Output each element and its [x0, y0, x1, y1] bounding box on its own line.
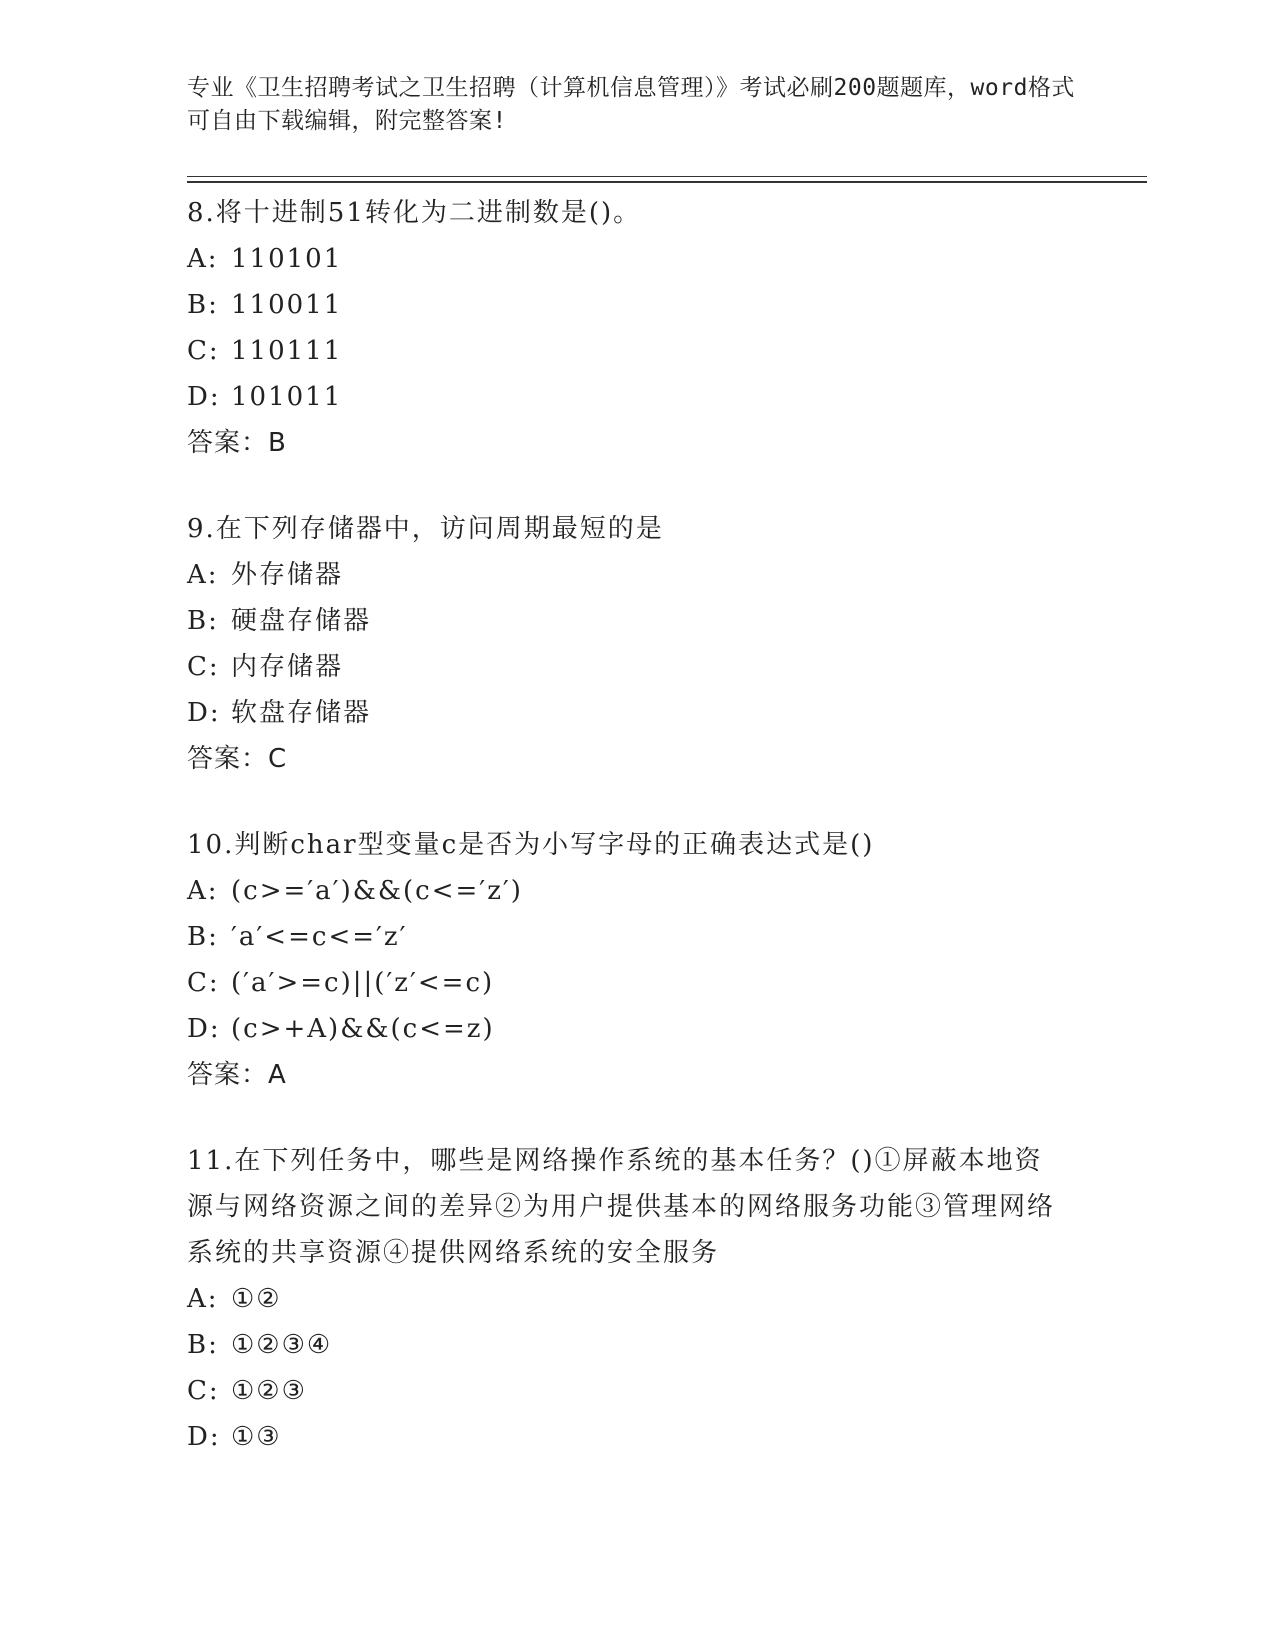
question-11: [187, 1138, 1147, 1460]
option-text: ①②: [231, 1284, 282, 1314]
option-letter: C:: [187, 652, 220, 682]
option-a: [187, 1276, 1147, 1322]
option-letter: C:: [187, 968, 220, 998]
option-b: [187, 914, 1147, 960]
option-text: 硬盘存储器: [231, 606, 372, 636]
option-text: (c>=′a′)&&(c<=′z′): [231, 876, 523, 906]
option-a: [187, 236, 1147, 282]
option-text: 110011: [231, 290, 343, 320]
option-text: 内存储器: [231, 652, 344, 682]
document-page: [187, 0, 1147, 1650]
question-stem: 11.在下列任务中，哪些是网络操作系统的基本任务？()①屏蔽本地资源与网络资源之间的差异②为用户提供基本的网络服务功能③管理网络系统的共享资源④提供网络系统的安全服务: [187, 1146, 1056, 1268]
option-text: 101011: [231, 382, 343, 412]
question-10: [187, 822, 1147, 1098]
option-c: [187, 1368, 1147, 1414]
option-letter: D:: [187, 382, 221, 412]
option-text: ′a′<=c<=′z′: [231, 922, 408, 952]
option-letter: D:: [187, 1422, 221, 1452]
option-d: [187, 1006, 1147, 1052]
option-text: 软盘存储器: [231, 698, 372, 728]
question-9: [187, 506, 1147, 782]
option-text: 110101: [231, 244, 343, 274]
option-letter: B:: [187, 290, 219, 320]
option-c: [187, 644, 1147, 690]
question-stem: 8.将十进制51转化为二进制数是()。: [187, 198, 642, 228]
option-c: [187, 960, 1147, 1006]
option-letter: B:: [187, 1330, 219, 1360]
option-d: [187, 690, 1147, 736]
option-text: 110111: [231, 336, 343, 366]
option-c: [187, 328, 1147, 374]
option-text: ①③: [231, 1422, 282, 1452]
option-b: [187, 598, 1147, 644]
option-letter: A:: [187, 244, 219, 274]
option-letter: D:: [187, 1014, 221, 1044]
option-letter: A:: [187, 1284, 219, 1314]
option-letter: D:: [187, 698, 221, 728]
option-text: (c>+A)&&(c<=z): [231, 1014, 495, 1044]
option-text: 外存储器: [231, 560, 344, 590]
answer-line: 答案：A: [187, 1060, 287, 1090]
answer-line: 答案：B: [187, 428, 287, 458]
option-a: [187, 868, 1147, 914]
option-b: [187, 282, 1147, 328]
option-a: [187, 552, 1147, 598]
answer-line: 答案：C: [187, 744, 288, 774]
option-letter: A:: [187, 876, 219, 906]
option-letter: C:: [187, 336, 220, 366]
header-divider-thin: [187, 176, 1147, 177]
option-text: (′a′>=c)||(′z′<=c): [231, 968, 495, 998]
option-letter: C:: [187, 1376, 220, 1406]
option-letter: A:: [187, 560, 219, 590]
option-text: ①②③: [231, 1376, 307, 1406]
option-d: [187, 1414, 1147, 1460]
option-letter: B:: [187, 606, 219, 636]
question-8: [187, 190, 1147, 466]
option-letter: B:: [187, 922, 219, 952]
document-header: 专业《卫生招聘考试之卫生招聘（计算机信息管理）》考试必刷200题题库，word格式可自由下载编辑，附完整答案!: [187, 75, 1075, 134]
question-list: [187, 190, 1147, 1500]
option-d: [187, 374, 1147, 420]
option-b: [187, 1322, 1147, 1368]
question-stem: 10.判断char型变量c是否为小写字母的正确表达式是(): [187, 830, 875, 860]
question-stem: 9.在下列存储器中，访问周期最短的是: [187, 514, 664, 544]
header-divider-thick: [187, 181, 1147, 183]
option-text: ①②③④: [231, 1330, 333, 1360]
